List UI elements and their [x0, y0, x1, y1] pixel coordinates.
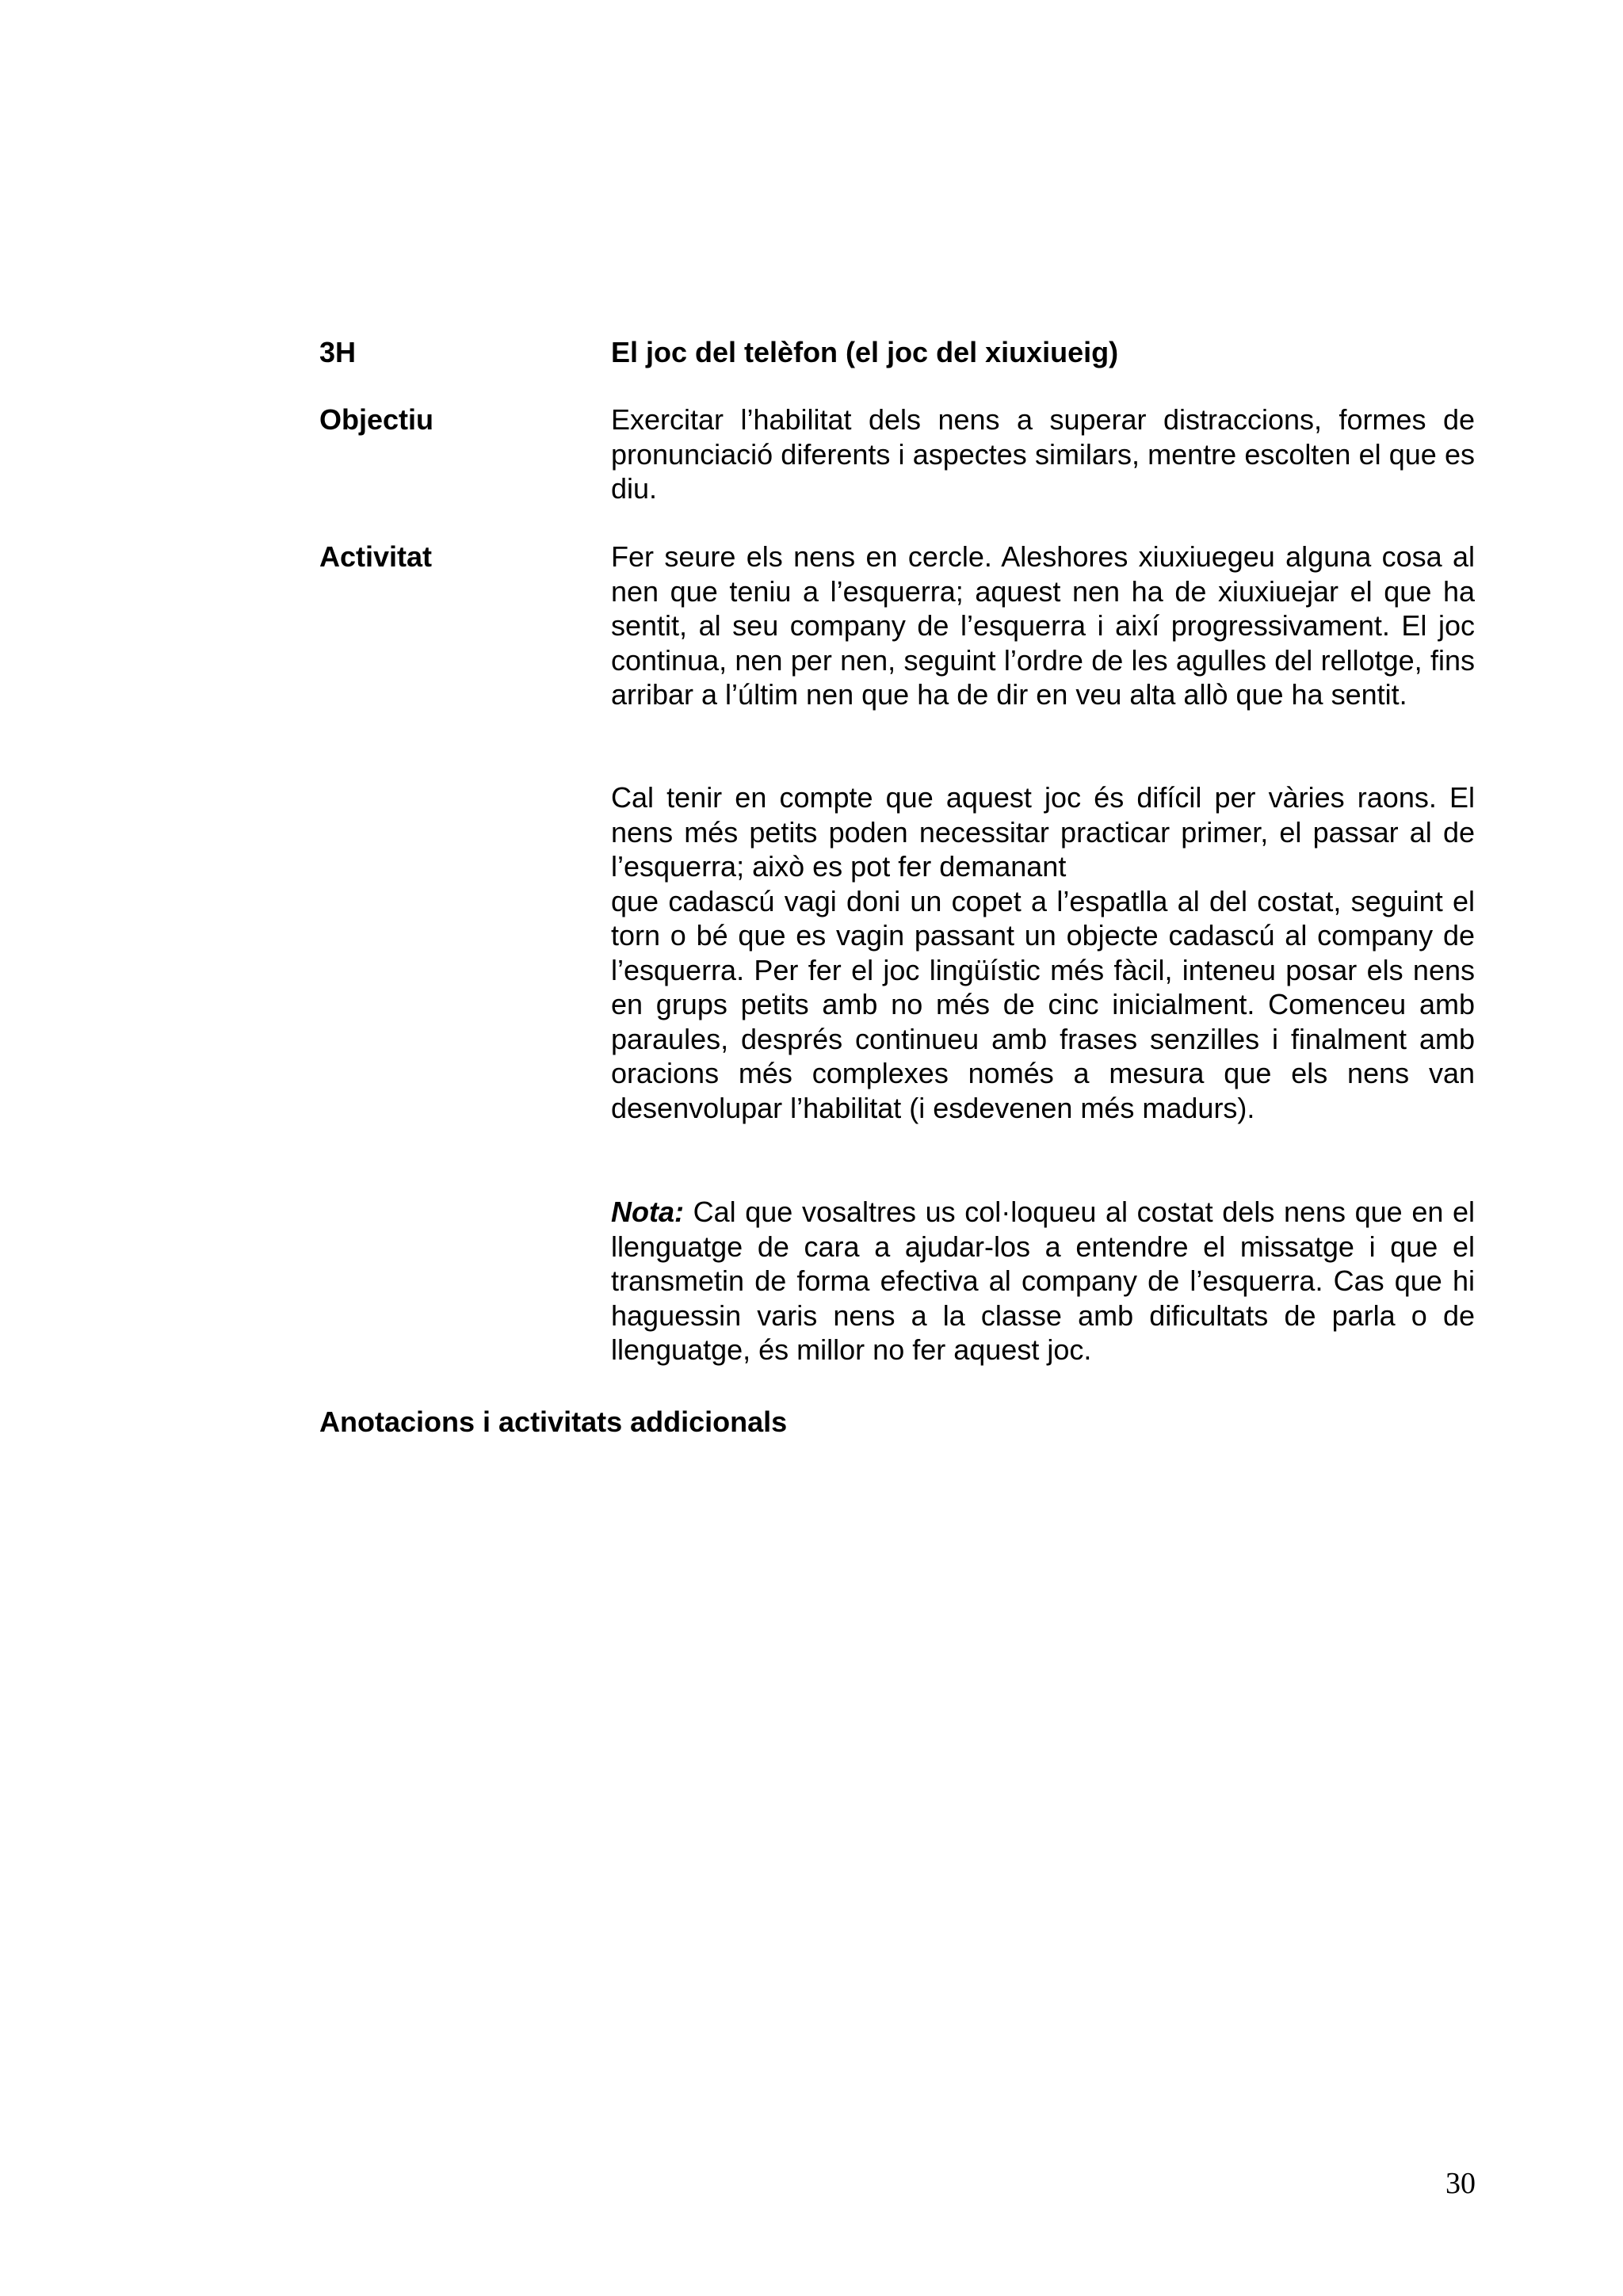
nota-paragraph	[611, 1195, 1475, 1367]
page-number: 30	[1445, 2167, 1476, 2200]
objectiu-label: Objectiu	[319, 403, 434, 436]
nota-label: Nota:	[611, 1196, 684, 1228]
nota-text: Cal que vosaltres us col·loqueu al costat dels nens que en el llenguatge de cara a ajudar-los a entendre el missatge i que el transmetin de forma efectiva al company de l’esquerra. Cas que hi haguessin varis nens a la classe amb dificultats de parla o de llenguatge, és millor no fer aquest joc.	[611, 1196, 1475, 1366]
activitat-paragraph-1: Fer seure els nens en cercle. Aleshores xiuxiuegeu alguna cosa al nen que teniu a l’esquerra; aquest nen ha de xiuxiuejar el que ha sentit, al seu company de l’esquerra i així progressivament. El joc continua, nen per nen, seguint l’ordre de les agulles del rellotge, fins arribar a l’últim nen que ha de dir en veu alta allò que ha sentit.	[611, 540, 1475, 711]
activitat-paragraph-2	[611, 780, 1475, 1125]
activitat-paragraph-2-line-2: que cadascú vagi doni un copet a l’espatlla al del costat, seguint el torn o bé que es vagin passant un objecte cadascú al company de l’esquerra. Per fer el joc lingüístic més fàcil, inteneu posar els nens en grups petits amb no més de cinc inicialment. Comenceu amb paraules, després continueu amb frases senzilles i finalment amb oracions més complexes només a mesura que els nens van desenvolupar l’habilitat (i esdevenen més madurs).	[611, 884, 1475, 1124]
section-title: El joc del telèfon (el joc del xiuxiueig)	[611, 336, 1119, 368]
additional-activities-heading: Anotacions i activitats addicionals	[319, 1405, 788, 1438]
activitat-label: Activitat	[319, 540, 433, 573]
section-code: 3H	[319, 336, 357, 368]
activitat-paragraph-2-line-1: Cal tenir en compte que aquest joc és difícil per vàries raons. El nens més petits poden necessitar practicar primer, el passar al de l’esquerra; això es pot fer demanant	[611, 781, 1475, 883]
objectiu-text: Exercitar l’habilitat dels nens a superar distraccions, formes de pronunciació diferents i aspectes similars, mentre escolten el que es diu.	[611, 403, 1475, 505]
